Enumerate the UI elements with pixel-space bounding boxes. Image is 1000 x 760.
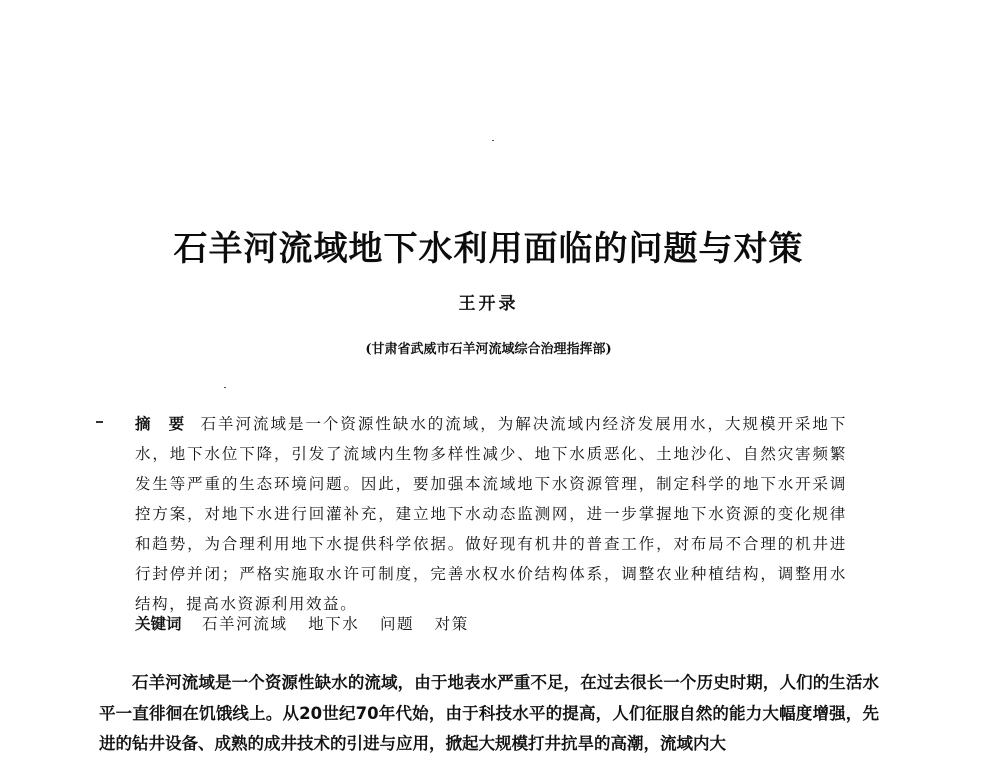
- scan-speck: [492, 140, 494, 141]
- keywords-label: 关键词: [135, 615, 182, 633]
- keyword: 地下水: [308, 615, 360, 633]
- keyword: 问题: [379, 615, 415, 633]
- scan-speck: [96, 421, 103, 423]
- abstract: [135, 409, 847, 619]
- keyword: 对策: [434, 615, 469, 633]
- author-name: 王开录: [458, 294, 519, 314]
- abstract-label: 摘 要: [135, 415, 191, 433]
- author-affiliation: (甘肃省武威市石羊河流域综合治理指挥部): [365, 342, 612, 357]
- scan-speck: [224, 387, 226, 388]
- keywords: [135, 612, 847, 636]
- keyword: 石羊河流域: [202, 615, 288, 633]
- abstract-text: 石羊河流域是一个资源性缺水的流域，为解决流域内经济发展用水，大规模开采地下水，地下水位下降，引发了流域内生物多样性减少、地下水质恶化、土地沙化、自然灾害频繁发生等严重的生态环境问题。因此，要加强本流域地下水资源管理，制定科学的地下水开采调控方案，对地下水进行回灌补充，建立地下水动态监测网，进一步掌握地下水资源的变化规律和趋势，为合理利用地下水提供科学依据。做好现有机井的普查工作，对布局不合理的机井进行封停并闭；严格实施取水许可制度，完善水权水价结构体系，调整农业种植结构，调整用水结构，提高水资源利用效益。: [135, 415, 847, 613]
- body-paragraph: 石羊河流域是一个资源性缺水的流域，由于地表水严重不足，在过去很长一个历史时期，人们的生活水平一直徘徊在饥饿线上。从20世纪70年代始，由于科技水平的提高，人们征服自然的能力大幅度增强，先进的钻井设备、成熟的成井技术的引进与应用，掀起大规模打井抗旱的高潮，流域内大: [99, 673, 879, 753]
- paper-title: 石羊河流域地下水利用面临的问题与对策: [173, 228, 804, 269]
